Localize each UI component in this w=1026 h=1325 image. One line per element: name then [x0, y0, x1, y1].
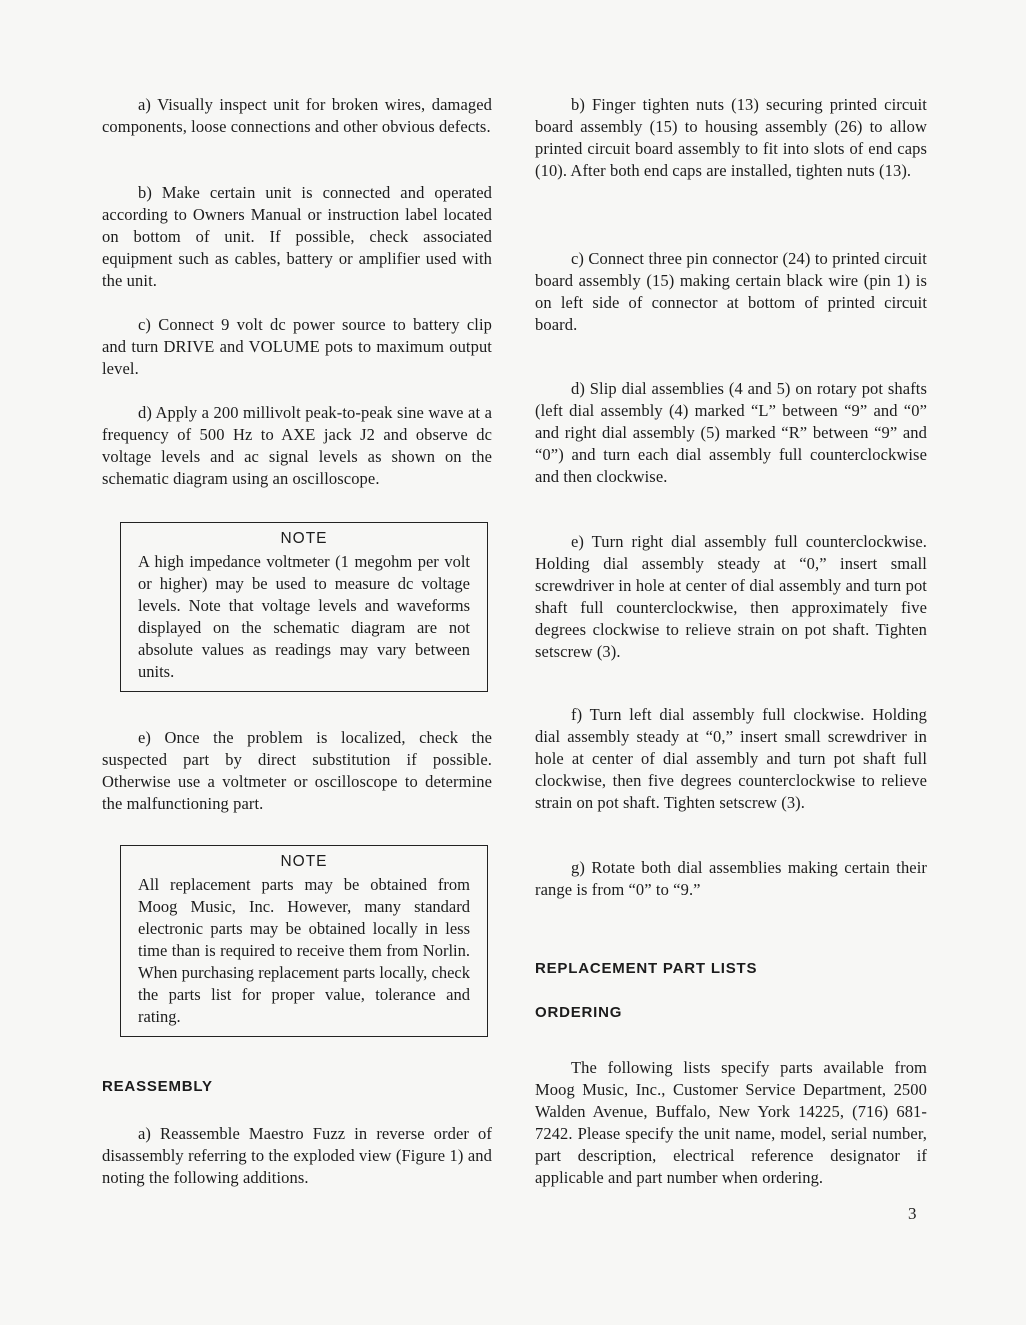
heading-ordering: ORDERING [535, 1004, 623, 1021]
step-d-dial-assemblies: d) Slip dial assemblies (4 and 5) on rotary pot shafts (left dial assembly (4) marked “L” between “9” and “0” and right dial assembly (5) marked “R” between “9” and “0”) and turn each dial assembly full counterclockwise and then clockwise. [535, 379, 927, 486]
step-e-right-dial: e) Turn right dial assembly full counterclockwise. Holding dial assembly steady at “0,” insert small screwdriver in hole at center of dial assembly and turn pot shaft full counterclockwise, then approximately five degrees clockwise to relieve strain on pot shaft. Tighten setscrew (3). [535, 532, 927, 661]
note-title: NOTE [280, 853, 328, 870]
page-number: 3 [908, 1204, 917, 1223]
note-text: All replacement parts may be obtained from Moog Music, Inc. However, many standard electronic parts may be obtained locally in less time than is required to receive them from Norlin. When purchasing replacement parts locally, check the parts list for proper value, tolerance and rating. [138, 875, 470, 1026]
step-c-connector: c) Connect three pin connector (24) to printed circuit board assembly (15) making certain black wire (pin 1) is on left side of connector at bottom of printed circuit board. [535, 249, 927, 334]
note-box-voltmeter [120, 522, 488, 692]
reassembly-step-a: a) Reassemble Maestro Fuzz in reverse order of disassembly referring to the exploded view (Figure 1) and noting the following additions. [102, 1124, 492, 1187]
heading-replacement-part-lists: REPLACEMENT PART LISTS [535, 960, 758, 977]
note-title: NOTE [280, 530, 328, 547]
step-g-rotate-dials: g) Rotate both dial assemblies making certain their range is from “0” to “9.” [535, 858, 927, 899]
step-c-power-source: c) Connect 9 volt dc power source to battery clip and turn DRIVE and VOLUME pots to maximum output level. [102, 315, 492, 378]
ordering-paragraph: The following lists specify parts available from Moog Music, Inc., Customer Service Department, 2500 Walden Avenue, Buffalo, New York 14225, (716) 681-7242. Please specify the unit name, model, serial number, part description, electrical reference designator if applicable and part number when ordering. [535, 1058, 927, 1187]
step-d-apply-signal: d) Apply a 200 millivolt peak-to-peak sine wave at a frequency of 500 Hz to AXE jack J2 and observe dc voltage levels and ac signal levels as shown on the schematic diagram using an oscilloscope. [102, 403, 492, 488]
step-a-inspect: a) Visually inspect unit for broken wires, damaged components, loose connections and other obvious defects. [102, 95, 492, 136]
step-e-localize: e) Once the problem is localized, check the suspected part by direct substitution if possible. Otherwise use a voltmeter or oscilloscope to determine the malfunctioning part. [102, 728, 492, 813]
step-f-left-dial: f) Turn left dial assembly full clockwise. Holding dial assembly steady at “0,” insert small screwdriver in hole at center of dial assembly and turn pot shaft full clockwise, then five degrees counterclockwise to relieve strain on pot shaft. Tighten setscrew (3). [535, 705, 927, 812]
step-b-tighten-nuts: b) Finger tighten nuts (13) securing printed circuit board assembly (15) to housing assembly (26) to allow printed circuit board assembly to fit into slots of end caps (10). After both end caps are installed, tighten nuts (13). [535, 95, 927, 180]
heading-reassembly: REASSEMBLY [102, 1078, 213, 1095]
step-b-connect-operate: b) Make certain unit is connected and operated according to Owners Manual or instruction label located on bottom of unit. If possible, check associated equipment such as cables, battery or amplifier used with the unit. [102, 183, 492, 290]
note-text: A high impedance voltmeter (1 megohm per volt or higher) may be used to measure dc voltage levels. Note that voltage levels and waveforms displayed on the schematic diagram are not absolute values as readings may vary between units. [138, 552, 470, 681]
note-box-replacement-parts [120, 845, 488, 1037]
